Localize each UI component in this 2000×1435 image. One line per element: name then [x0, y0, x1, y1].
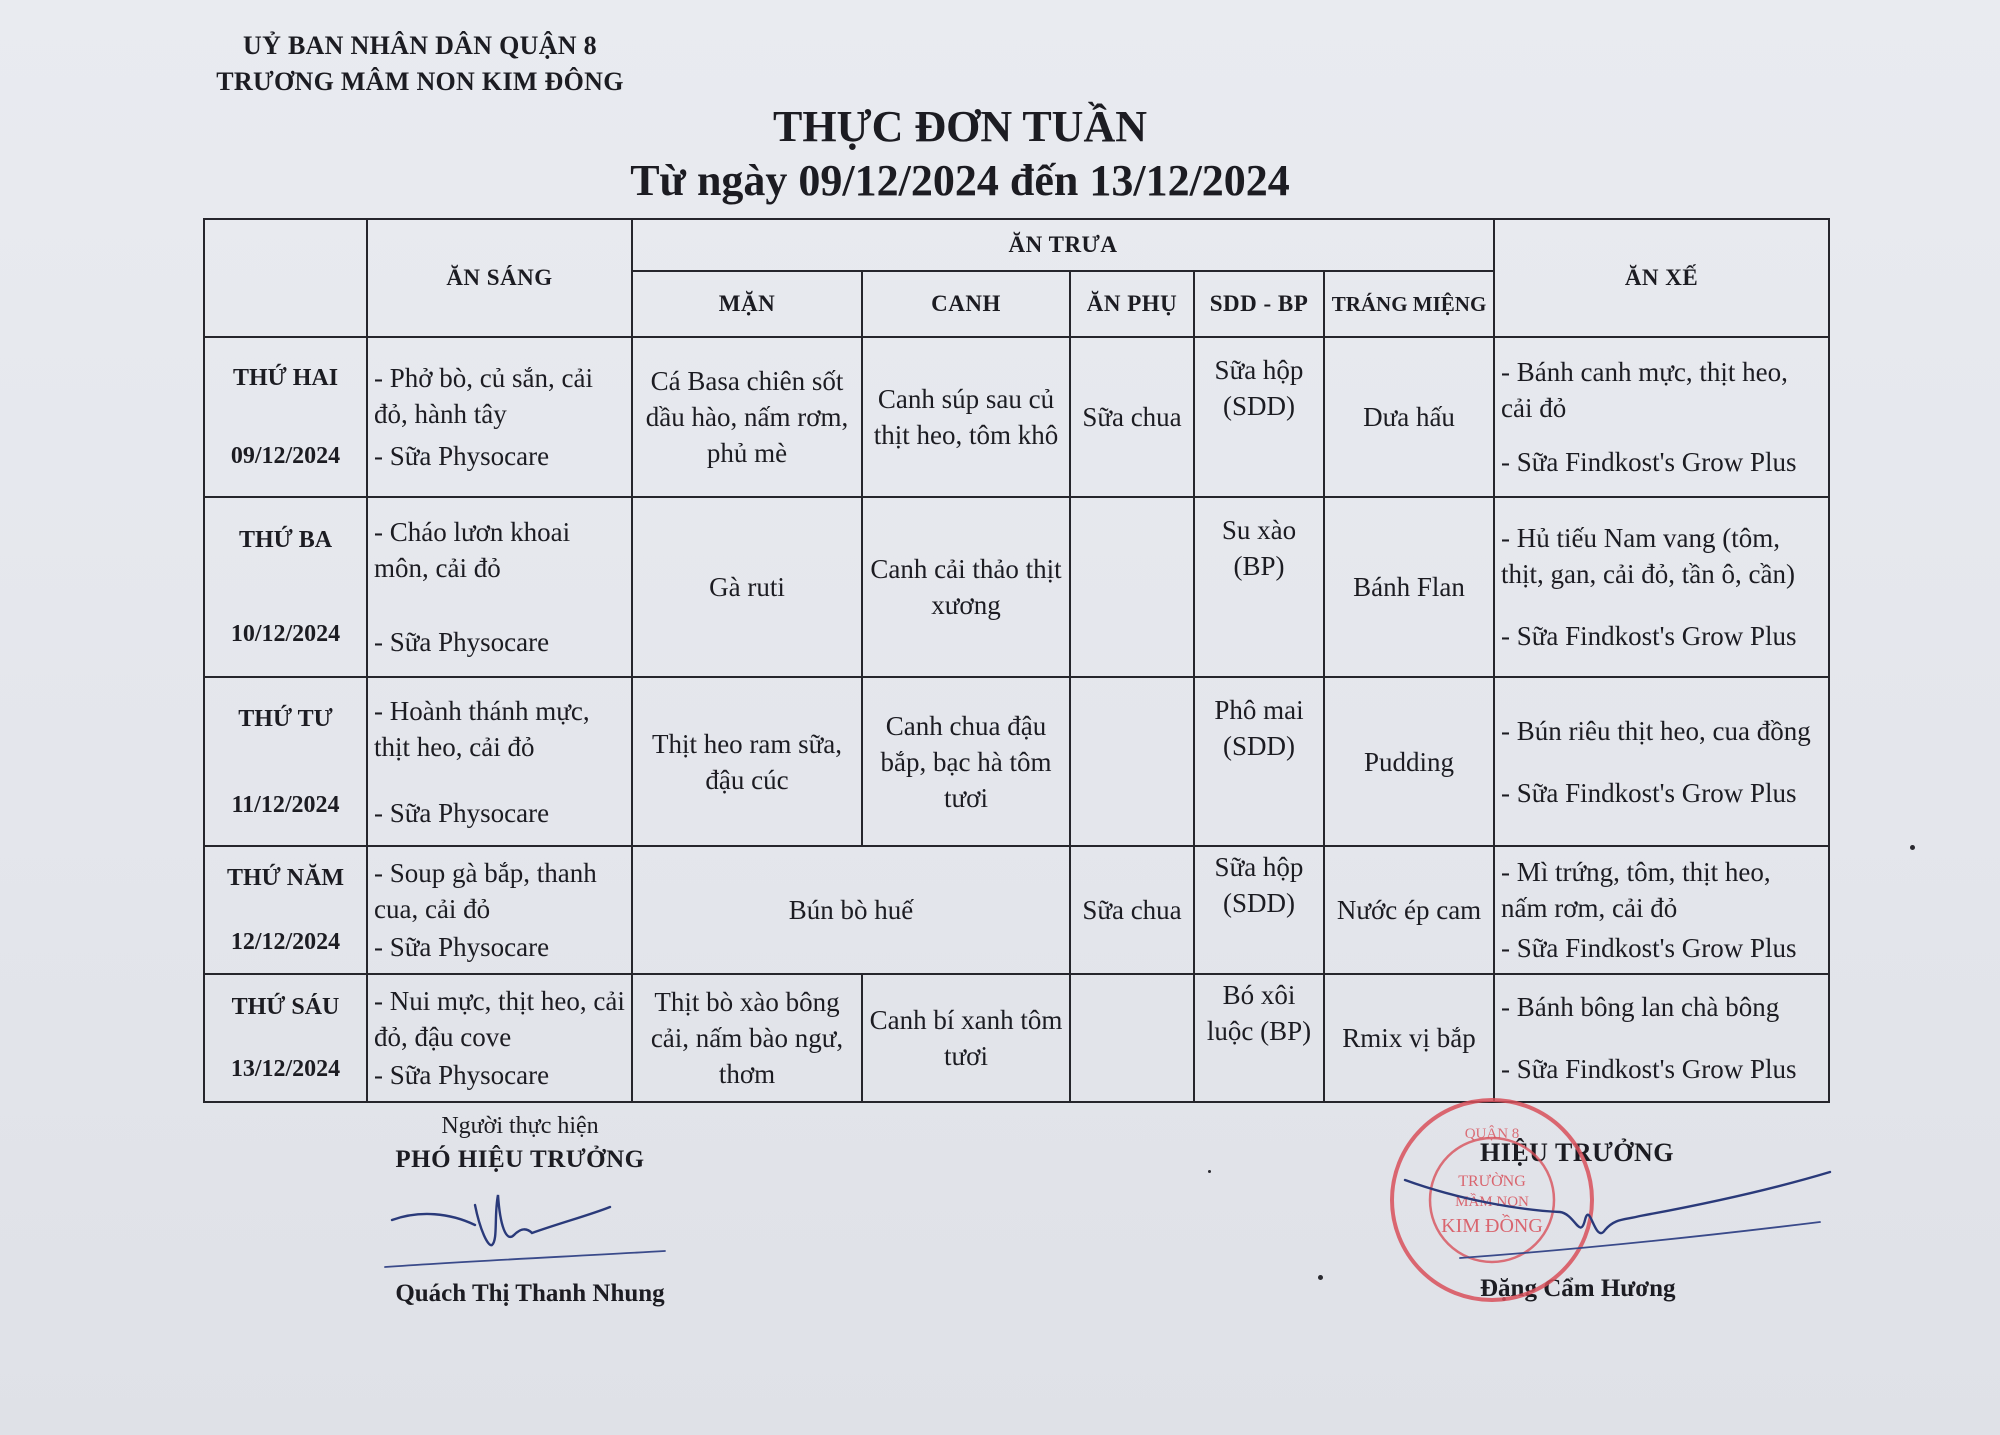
canh-cell: Canh chua đậu bắp, bạc hà tôm tươi [862, 677, 1070, 845]
an-sang-cell [367, 846, 632, 974]
svg-text:QUẬN 8: QUẬN 8 [1464, 1126, 1520, 1142]
day-name: THỨ TƯ [238, 705, 333, 732]
an-xe-cell [1494, 846, 1829, 974]
an-xe-dish: - Bánh bông lan chà bông [1501, 991, 1780, 1022]
an-xe-cell [1494, 677, 1829, 845]
sdd-bp-cell: Sữa hộp (SDD) [1194, 846, 1324, 974]
sdd-bp-cell: Su xào (BP) [1194, 497, 1324, 677]
an-sang-dish: - Hoành thánh mực, thịt heo, cải đỏ [374, 695, 590, 762]
day-name: THỨ NĂM [226, 864, 345, 891]
day-date: 12/12/2024 [230, 928, 341, 955]
day-name: THỨ SÁU [231, 993, 340, 1020]
an-xe-dish: - Hủ tiếu Nam vang (tôm, thịt, gan, cải đỏ, tần ô, cần) [1501, 523, 1795, 590]
right-signature-name: Đặng Cẩm Hương [1480, 1275, 1676, 1302]
table-row [204, 677, 1829, 845]
canh-cell: Canh cải thảo thịt xương [862, 497, 1070, 677]
man-cell: Thịt bò xào bông cải, nấm bào ngư, thơm [632, 974, 862, 1102]
an-xe-dish: - Bánh canh mực, thịt heo, cải đỏ [1501, 357, 1788, 424]
sdd-bp-cell: Sữa hộp (SDD) [1194, 337, 1324, 497]
header-empty-corner [204, 219, 367, 337]
an-sang-milk: - Sữa Physocare [374, 797, 550, 828]
header-sdd-bp: SDD - BP [1194, 271, 1324, 337]
header-an-phu: ĂN PHỤ [1070, 271, 1194, 337]
trang-mieng-cell: Rmix vị bắp [1324, 974, 1494, 1102]
speck [1318, 1275, 1323, 1280]
man-canh-merged-cell: Bún bò huế [632, 846, 1070, 974]
an-sang-cell [367, 497, 632, 677]
an-sang-cell [367, 677, 632, 845]
an-xe-milk: - Sữa Findkost's Grow Plus [1501, 1053, 1797, 1084]
trang-mieng-cell: Nước ép cam [1324, 846, 1494, 974]
day-name: THỨ BA [238, 527, 333, 554]
header-canh: CANH [862, 271, 1070, 337]
man-cell: Thịt heo ram sữa, đậu cúc [632, 677, 862, 845]
header-an-xe: ĂN XẾ [1494, 219, 1829, 337]
speck [1208, 1170, 1211, 1173]
an-phu-cell: Sữa chua [1070, 846, 1194, 974]
header-an-sang: ĂN SÁNG [367, 219, 632, 337]
an-sang-dish: - Phở bò, củ sắn, cải đỏ, hành tây [374, 363, 593, 430]
day-cell [204, 974, 367, 1102]
left-signature-role: PHÓ HIỆU TRƯỞNG [395, 1146, 645, 1173]
an-phu-cell [1070, 497, 1194, 677]
an-sang-milk: - Sữa Physocare [374, 1059, 550, 1090]
header-an-trua: ĂN TRƯA [632, 219, 1494, 271]
day-date: 13/12/2024 [230, 1055, 341, 1082]
an-xe-milk: - Sữa Findkost's Grow Plus [1501, 932, 1797, 963]
organization-header [205, 28, 635, 100]
an-sang-milk: - Sữa Physocare [374, 931, 550, 962]
org-line-2: TRƯƠNG MÂM NON KIM ĐÔNG [216, 67, 624, 96]
day-name: THỨ HAI [232, 365, 339, 392]
canh-cell: Canh súp sau củ thịt heo, tôm khô [862, 337, 1070, 497]
an-sang-dish: - Soup gà bắp, thanh cua, cải đỏ [374, 857, 597, 924]
sdd-bp-cell: Phô mai (SDD) [1194, 677, 1324, 845]
an-phu-cell [1070, 974, 1194, 1102]
title-line-2: Từ ngày 09/12/2024 đến 13/12/2024 [630, 156, 1290, 205]
man-cell: Gà ruti [632, 497, 862, 677]
document-title [540, 100, 1380, 208]
an-xe-dish: - Mì trứng, tôm, thịt heo, nấm rơm, cải đỏ [1501, 856, 1771, 923]
table-row [204, 846, 1829, 974]
an-xe-milk: - Sữa Findkost's Grow Plus [1501, 621, 1797, 652]
left-signature-block [360, 1110, 680, 1307]
title-line-1: THỰC ĐƠN TUẦN [772, 102, 1148, 151]
an-xe-cell [1494, 974, 1829, 1102]
day-cell [204, 677, 367, 845]
table-row [204, 337, 1829, 497]
trang-mieng-cell: Pudding [1324, 677, 1494, 845]
day-cell [204, 846, 367, 974]
right-handwritten-signature [1400, 1150, 1840, 1270]
svg-text:KIM ĐỒNG: KIM ĐỒNG [1441, 1215, 1543, 1237]
an-sang-dish: - Nui mực, thịt heo, cải đỏ, đậu cove [374, 985, 625, 1052]
table-row [204, 974, 1829, 1102]
man-cell: Cá Basa chiên sốt dầu hào, nấm rơm, phủ mè [632, 337, 862, 497]
an-phu-cell: Sữa chua [1070, 337, 1194, 497]
an-sang-milk: - Sữa Physocare [374, 627, 550, 658]
an-sang-cell [367, 974, 632, 1102]
trang-mieng-cell: Dưa hấu [1324, 337, 1494, 497]
day-date: 10/12/2024 [230, 621, 341, 648]
an-sang-cell [367, 337, 632, 497]
right-signature-role: HIỆU TRƯỞNG [1480, 1138, 1675, 1167]
trang-mieng-cell: Bánh Flan [1324, 497, 1494, 677]
day-date: 09/12/2024 [230, 443, 341, 470]
left-handwritten-signature [380, 1185, 680, 1275]
day-date: 11/12/2024 [231, 791, 340, 818]
day-cell [204, 497, 367, 677]
org-line-1: UỶ BAN NHÂN DÂN QUẬN 8 [243, 31, 597, 60]
an-sang-dish: - Cháo lươn khoai môn, cải đỏ [374, 517, 571, 584]
an-sang-milk: - Sữa Physocare [374, 441, 550, 472]
an-phu-cell [1070, 677, 1194, 845]
an-xe-cell [1494, 497, 1829, 677]
left-signature-name: Quách Thị Thanh Nhung [395, 1280, 665, 1307]
svg-text:MẦM NON: MẦM NON [1455, 1194, 1529, 1210]
sdd-bp-cell: Bó xôi luộc (BP) [1194, 974, 1324, 1102]
speck [1910, 845, 1915, 850]
svg-text:TRƯỜNG: TRƯỜNG [1458, 1173, 1526, 1190]
an-xe-milk: - Sữa Findkost's Grow Plus [1501, 777, 1797, 808]
left-signature-caption: Người thực hiện [441, 1113, 599, 1139]
an-xe-cell [1494, 337, 1829, 497]
weekly-menu-table [203, 218, 1830, 1103]
header-man: MẶN [632, 271, 862, 337]
header-trang-mieng: TRÁNG MIỆNG [1324, 271, 1494, 337]
an-xe-dish: - Bún riêu thịt heo, cua đồng [1501, 715, 1811, 746]
an-xe-milk: - Sữa Findkost's Grow Plus [1501, 447, 1797, 478]
table-row [204, 497, 1829, 677]
canh-cell: Canh bí xanh tôm tươi [862, 974, 1070, 1102]
day-cell [204, 337, 367, 497]
